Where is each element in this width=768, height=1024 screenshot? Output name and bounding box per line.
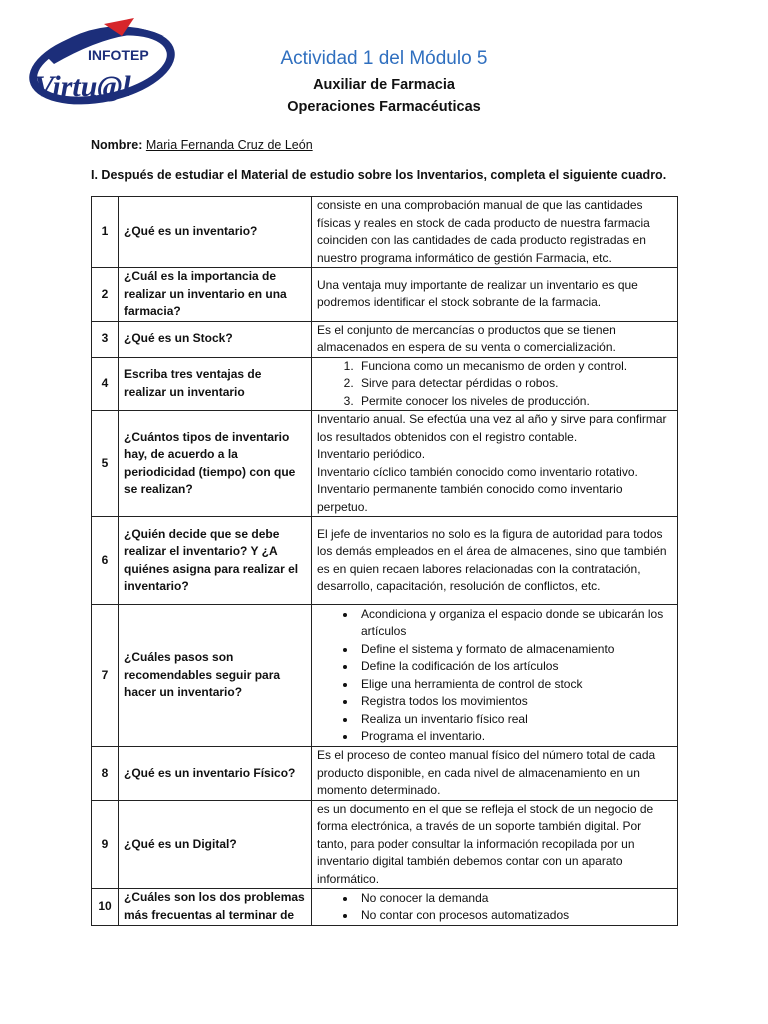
student-name-label: Nombre: <box>91 138 143 152</box>
row-number: 2 <box>92 268 119 322</box>
row-answer: es un documento en el que se refleja el stock de un negocio de forma electrónica, a través de un soporte también digital. Por tanto, para poder consultar la información recopilada por un inventario digital también debemos contar con un aparato informático. <box>312 800 678 889</box>
table-row <box>92 197 678 268</box>
row-question: ¿Qué es un Digital? <box>119 800 312 889</box>
row-number: 8 <box>92 747 119 801</box>
table-row <box>92 605 678 747</box>
table-row <box>92 747 678 801</box>
row-number: 6 <box>92 517 119 605</box>
logo-text-top: INFOTEP <box>88 47 149 63</box>
row-number: 5 <box>92 411 119 517</box>
answer-paragraph: Inventario cíclico también conocido como inventario rotativo. <box>317 464 638 479</box>
inventory-table <box>91 196 678 926</box>
row-answer: Es el conjunto de mercancías o productos que se tienen almacenados en espera de su venta o comercialización. <box>312 321 678 357</box>
student-name-line <box>91 138 313 152</box>
row-question: ¿Cuál es la importancia de realizar un inventario en una farmacia? <box>119 268 312 322</box>
table-row <box>92 517 678 605</box>
row-question: ¿Cuántos tipos de inventario hay, de acuerdo a la periodicidad (tiempo) con que se realizan? <box>119 411 312 517</box>
row-question: ¿Qué es un Stock? <box>119 321 312 357</box>
row-number: 9 <box>92 800 119 889</box>
row-number: 3 <box>92 321 119 357</box>
student-name-value: Maria Fernanda Cruz de León <box>145 138 313 152</box>
row-question: Escriba tres ventajas de realizar un inventario <box>119 357 312 411</box>
list-item: • Define el sistema y formato de almacenamiento <box>357 641 672 659</box>
list-item: • Registra todos los movimientos <box>357 693 672 711</box>
row-answer: Una ventaja muy importante de realizar un inventario es que podremos identificar el stock sobrante de la farmacia. <box>312 268 678 322</box>
answer-paragraph: Inventario periódico. <box>317 447 426 461</box>
table-row <box>92 357 678 411</box>
problems-list <box>317 890 672 925</box>
row-number: 4 <box>92 357 119 411</box>
row-question: ¿Cuáles son los dos problemas más frecuentas al terminar de <box>119 889 312 926</box>
row-number: 10 <box>92 889 119 926</box>
list-item: • Acondiciona y organiza el espacio donde se ubicarán los artículos <box>357 606 672 641</box>
row-answer: Es el proceso de conteo manual físico del número total de cada producto disponible, en cada nivel de almacenamiento en un momento determinado. <box>312 747 678 801</box>
list-item: 2. Sirve para detectar pérdidas o robos. <box>357 375 672 393</box>
table-row <box>92 800 678 889</box>
list-item: • Elige una herramienta de control de stock <box>357 676 672 694</box>
row-answer <box>312 411 678 517</box>
row-question: ¿Qué es un inventario Físico? <box>119 747 312 801</box>
row-answer <box>312 605 678 747</box>
row-question: ¿Qué es un inventario? <box>119 197 312 268</box>
row-answer <box>312 889 678 926</box>
list-item: • Realiza un inventario físico real <box>357 711 672 729</box>
infotep-virtual-logo <box>24 14 180 110</box>
steps-list <box>317 606 672 746</box>
list-item: 3. Permite conocer los niveles de producción. <box>357 393 672 411</box>
page-subtitle-course: Auxiliar de Farmacia <box>313 77 455 93</box>
row-question: ¿Cuáles pasos son recomendables seguir para hacer un inventario? <box>119 605 312 747</box>
table-row <box>92 889 678 926</box>
table-row <box>92 268 678 322</box>
list-item: • Programa el inventario. <box>357 728 672 746</box>
advantages-list <box>317 358 672 411</box>
page-subtitle-module: Operaciones Farmacéuticas <box>287 99 481 115</box>
logo-text-bottom: Virtu@l <box>34 70 131 103</box>
list-item: • No conocer la demanda <box>357 890 672 908</box>
row-answer: consiste en una comprobación manual de que las cantidades físicas y reales en stock de cada producto de nuestra farmacia coinciden con las cantidades de cada producto registradas en nuestro programa informático de gestión Farmacia, etc. <box>312 197 678 268</box>
row-answer: El jefe de inventarios no solo es la figura de autoridad para todos los demás empleados en el área de almacenes, sino que también es en quien recaen labores relacionadas con la contratación, desarrollo, capacitación, resolución de conflictos, etc. <box>312 517 678 605</box>
list-item: • Define la codificación de los artículos <box>357 658 672 676</box>
answer-paragraph: Inventario anual. Se efectúa una vez al año y sirve para confirmar los resultados obtenidos con el registro contable. <box>317 412 667 444</box>
row-number: 1 <box>92 197 119 268</box>
list-item: 1. Funciona como un mecanismo de orden y control. <box>357 358 672 376</box>
list-item: • No contar con procesos automatizados <box>357 907 672 925</box>
table-row <box>92 411 678 517</box>
row-answer <box>312 357 678 411</box>
row-number: 7 <box>92 605 119 747</box>
table-row <box>92 321 678 357</box>
row-question: ¿Quién decide que se debe realizar el inventario? Y ¿A quiénes asigna para realizar el inventario? <box>119 517 312 605</box>
instruction-text: I. Después de estudiar el Material de estudio sobre los Inventarios, completa el siguiente cuadro. <box>91 168 667 182</box>
page-title: Actividad 1 del Módulo 5 <box>280 48 488 69</box>
answer-paragraph: Inventario permanente también conocido como inventario perpetuo. <box>317 482 623 514</box>
